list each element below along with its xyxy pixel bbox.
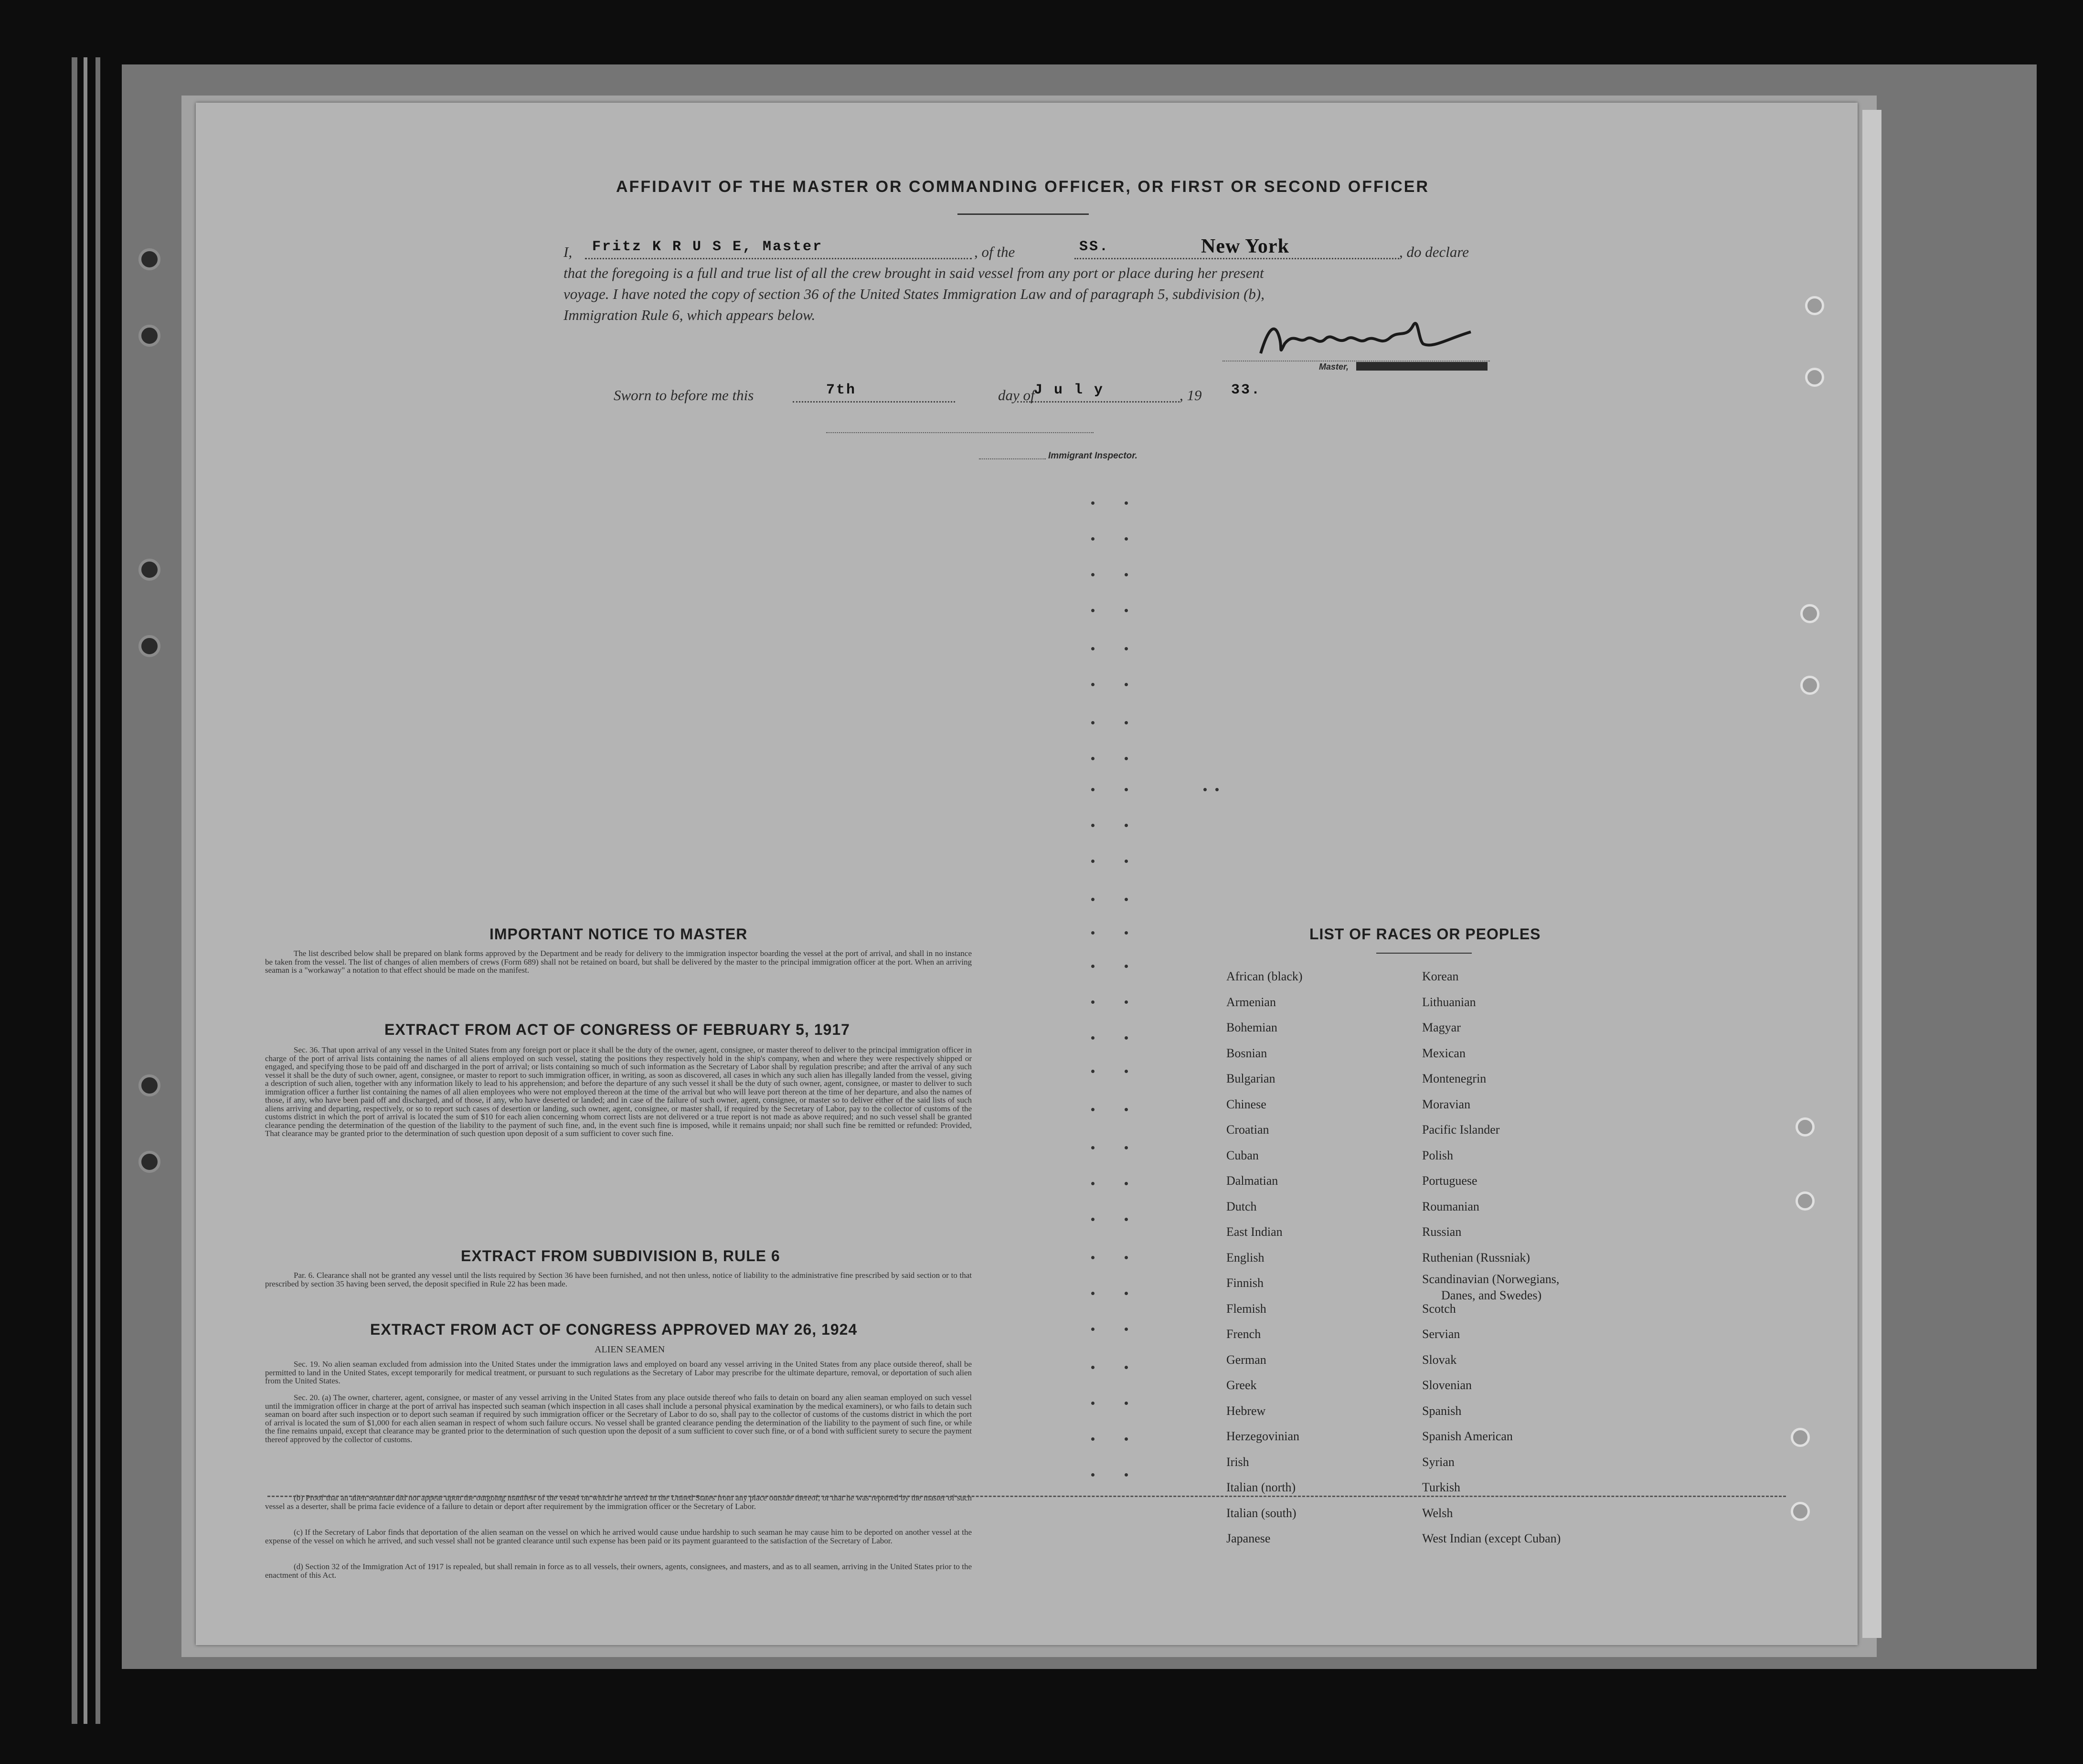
declaration-line-1 bbox=[563, 244, 572, 261]
races-title-underline bbox=[1376, 953, 1472, 954]
tab-mark bbox=[1091, 1402, 1095, 1405]
binder-hole bbox=[138, 325, 160, 347]
of-the-label: , of the bbox=[974, 244, 1015, 260]
tab-mark bbox=[1125, 824, 1128, 827]
tab-mark bbox=[1091, 931, 1095, 935]
race-item: West Indian (except Cuban) bbox=[1422, 1531, 1561, 1545]
inspector-label-line bbox=[979, 458, 1046, 459]
tab-mark bbox=[1125, 1036, 1128, 1040]
month-dotted-line bbox=[1017, 401, 1180, 403]
ship-prefix-typed: SS. bbox=[1079, 239, 1110, 255]
race-item: Bulgarian bbox=[1226, 1072, 1275, 1085]
race-item: Armenian bbox=[1226, 995, 1276, 1009]
race-item: Polish bbox=[1422, 1148, 1454, 1162]
race-item: Welsh bbox=[1422, 1506, 1453, 1520]
notice-text: The list described below shall be prepared on blank forms approved by the Department and be ready for delivery to the immigration inspector boarding the vessel at the port of arrival, and shall in no instance be taken from the vessel. The list of changes of alien members of crews (Form 689) shall not be retained on board, but shall be delivered by the master to the principal immigration officer at the port. When an arriving seaman is a "workaway" a notation to that effect should be made on the manifest. bbox=[265, 949, 972, 975]
binder-edge-strip bbox=[96, 57, 100, 1724]
tab-mark bbox=[1125, 898, 1128, 901]
tab-mark bbox=[1125, 931, 1128, 935]
page-hole bbox=[1796, 1191, 1815, 1211]
tab-mark bbox=[1125, 573, 1128, 576]
rule6-text: Par. 6. Clearance shall not be granted any vessel until the lists required by Section 36 have been furnished, and not then unless, notice of liability to the administrative fine prescribed by said section or to that prescribed by section 35 having been served, the deposit specified in Rule 22 has been made. bbox=[265, 1271, 972, 1288]
affidavit-title: AFFIDAVIT OF THE MASTER OR COMMANDING OFFICER, OR FIRST OR SECOND OFFICER bbox=[616, 178, 1429, 196]
tab-mark bbox=[1091, 965, 1095, 968]
binder-hole bbox=[138, 1074, 160, 1096]
race-item: Bohemian bbox=[1226, 1020, 1277, 1034]
tab-mark bbox=[1125, 1000, 1128, 1004]
tab-mark bbox=[1125, 537, 1128, 541]
tab-mark bbox=[1125, 965, 1128, 968]
binder-edge-strip bbox=[84, 57, 87, 1724]
tab-mark bbox=[1125, 721, 1128, 724]
race-item: Bosnian bbox=[1226, 1046, 1267, 1060]
alien-seamen-subtitle: ALIEN SEAMEN bbox=[595, 1344, 665, 1355]
tab-mark bbox=[1125, 1328, 1128, 1331]
tab-mark bbox=[1125, 1256, 1128, 1259]
tab-mark bbox=[1203, 788, 1207, 791]
tab-mark bbox=[1125, 1182, 1128, 1185]
page-hole bbox=[1800, 604, 1819, 623]
race-item: Italian (north) bbox=[1226, 1480, 1296, 1494]
tab-mark bbox=[1091, 860, 1095, 863]
tab-mark bbox=[1091, 1146, 1095, 1149]
tab-mark bbox=[1125, 647, 1128, 650]
declaration-line-2: that the foregoing is a full and true list of all the crew brought in said vessel from any port or place during her present bbox=[563, 265, 1264, 281]
title-underline bbox=[957, 213, 1089, 215]
underlying-page bbox=[1862, 110, 1881, 1638]
sec19-text: Sec. 19. No alien seaman excluded from admission into the United States under the immigration laws and employed on board any vessel arriving in the United States from any place outside thereof, shall be permitted to land in the United States, except temporarily for medical treatment, or pursuant to such regulations as the Secretary of Labor may prescribe for the ultimate departure, removal, or deportation of such alien from the United States. bbox=[265, 1360, 972, 1385]
page-hole bbox=[1791, 1502, 1810, 1521]
tab-mark bbox=[1091, 1036, 1095, 1040]
page-hole bbox=[1796, 1117, 1815, 1137]
struck-officer-title bbox=[1356, 362, 1488, 371]
race-item: Russian bbox=[1422, 1225, 1462, 1239]
tab-mark bbox=[1091, 757, 1095, 760]
rule6-title: EXTRACT FROM SUBDIVISION B, RULE 6 bbox=[461, 1247, 780, 1265]
tab-mark bbox=[1091, 788, 1095, 791]
tab-mark bbox=[1125, 757, 1128, 760]
race-item: Slovenian bbox=[1422, 1378, 1472, 1392]
extract-1917-title: EXTRACT FROM ACT OF CONGRESS OF FEBRUARY 5, 1917 bbox=[384, 1021, 850, 1038]
sworn-day-typed: 7th bbox=[826, 382, 857, 398]
tab-mark bbox=[1125, 683, 1128, 686]
race-item: Finnish bbox=[1226, 1276, 1264, 1290]
race-item: Greek bbox=[1226, 1378, 1257, 1392]
race-item: Turkish bbox=[1422, 1480, 1460, 1494]
tab-mark bbox=[1125, 1366, 1128, 1369]
page-hole bbox=[1800, 676, 1819, 695]
tab-mark bbox=[1091, 824, 1095, 827]
tab-mark bbox=[1091, 721, 1095, 724]
tab-mark bbox=[1125, 1070, 1128, 1073]
binder-hole bbox=[138, 248, 160, 270]
tab-mark bbox=[1215, 788, 1219, 791]
race-item: Lithuanian bbox=[1422, 995, 1476, 1009]
tab-mark bbox=[1091, 1218, 1095, 1221]
race-item-continuation: Danes, and Swedes) bbox=[1441, 1288, 1542, 1302]
tab-mark bbox=[1091, 537, 1095, 541]
race-item: Italian (south) bbox=[1226, 1506, 1297, 1520]
extract-1917-text: Sec. 36. That upon arrival of any vessel in the United States from any foreign port or place it shall be the duty of the owner, agent, consignee, or master thereof to deliver to the principal immigration officer in charge of the port of arrival lists containing the names of all aliens employed on such vessel, stating the positions they respectively hold in the ship's company, when and where they were respectively shipped or engaged, and specifying those to be paid off and discharged in the port of arrival; or lists containing so much of such information as the Secretary of Labor shall by regulation prescribe; and after the arrival of any such vessel it shall be the duty of such owner, agent, consignee, or master to report to such immigration officer, in writing, as soon as discovered, all cases in which any such alien has illegally landed from the vessel, giving a description of such alien, together with any information likely to lead to his apprehension; and before the departure of any such vessel it shall be the duty of such owner, agent, consignee, or master to deliver to such immigration officer a further list containing the names of all alien employees who were not employed thereon at the time of the arrival but who will leave port thereon at the time of her departure, and also the names of those, if any, who have been paid off and discharged, and of those, if any, who have deserted or landed; and in case of the failure of such owner, agent, consignee, or master so to deliver either of the said lists of such aliens arriving and departing, respectively, or so to report such cases of desertion or landing, such owner, agent, consignee, or master shall, if required by the Secretary of Labor, pay to the collector of customs of the customs district in which the port of arrival is located the sum of $10 for each alien concerning whom correct lists are not delivered or a true report is not made as above required; and no such vessel shall be granted clearance pending the determination of the question of the liability to the payment of such fine, and, in the event such fine is imposed, while it remains unpaid; nor shall such fine be remitted or refunded: Provided, That clearance may be granted prior to the determination of such question upon deposit of a sum sufficient to cover such fine. bbox=[265, 1045, 972, 1138]
tab-mark bbox=[1091, 1473, 1095, 1477]
page-hole bbox=[1805, 296, 1824, 315]
page-hole bbox=[1791, 1428, 1810, 1447]
race-item: Chinese bbox=[1226, 1097, 1266, 1111]
tab-mark bbox=[1091, 1182, 1095, 1185]
race-item: Montenegrin bbox=[1422, 1072, 1487, 1085]
race-item: Ruthenian (Russniak) bbox=[1422, 1250, 1530, 1265]
tab-mark bbox=[1091, 683, 1095, 686]
tab-mark bbox=[1091, 1070, 1095, 1073]
tab-mark bbox=[1125, 501, 1128, 505]
race-item: East Indian bbox=[1226, 1225, 1283, 1239]
tab-mark bbox=[1125, 860, 1128, 863]
races-title: LIST OF RACES OR PEOPLES bbox=[1309, 925, 1541, 943]
day-dotted-line bbox=[793, 401, 955, 403]
notice-title: IMPORTANT NOTICE TO MASTER bbox=[489, 925, 748, 943]
tab-mark bbox=[1091, 898, 1095, 901]
race-item: French bbox=[1226, 1327, 1261, 1341]
race-item: Scandinavian (Norwegians, bbox=[1422, 1272, 1560, 1286]
tab-mark bbox=[1125, 1108, 1128, 1111]
day-of-label: day of bbox=[998, 387, 1035, 404]
race-item: Spanish bbox=[1422, 1403, 1462, 1418]
ship-dotted-line bbox=[1074, 258, 1399, 259]
tab-mark bbox=[1091, 1000, 1095, 1004]
sec20a-text: Sec. 20. (a) The owner, charterer, agent, consignee, or master of any vessel arriving in the United States from any place outside thereof who fails to detain on board any alien seaman employed on such vessel until the immigration officer in charge at the port of arrival has inspected such seaman (which inspection in all cases shall include a personal physical examination by the medical examiners), or who fails to detain such seaman on board after such inspection or to deport such seaman if required by such immigration officer or the Secretary of Labor to do so, shall pay to the collector of customs of the customs district in which the port of arrival is located the sum of $1,000 for each alien seaman in respect of whom such failure occurs. No vessel shall be granted clearance pending the determination of the liability to the payment of such fine, or while the fine remains unpaid, except that clearance may be granted prior to the determination of such question upon the deposit of a sum sufficient to cover such fine, or of a bond with sufficient surety to secure the payment thereof approved by the collector of customs. bbox=[265, 1393, 972, 1444]
race-item: English bbox=[1226, 1250, 1265, 1265]
tab-mark bbox=[1125, 1473, 1128, 1477]
sec20d-text: (d) Section 32 of the Immigration Act of 1917 is repealed, but shall remain in force as to all vessels, their owners, agents, consignees, and masters, and as to all seamen, arriving in the United States prior to the enactment of this Act. bbox=[265, 1562, 972, 1580]
tab-mark bbox=[1091, 1256, 1095, 1259]
tab-mark bbox=[1091, 1328, 1095, 1331]
tab-mark bbox=[1091, 501, 1095, 505]
binder-hole bbox=[138, 1151, 160, 1173]
binder-hole bbox=[138, 635, 160, 657]
tab-mark bbox=[1091, 1292, 1095, 1295]
race-item: Korean bbox=[1422, 969, 1459, 983]
year-suffix-typed: 33. bbox=[1231, 382, 1262, 398]
race-item: Irish bbox=[1226, 1455, 1249, 1469]
tab-mark bbox=[1091, 1108, 1095, 1111]
extract-1924-title: EXTRACT FROM ACT OF CONGRESS APPROVED MAY 26, 1924 bbox=[370, 1321, 858, 1338]
race-item: Portuguese bbox=[1422, 1174, 1477, 1188]
race-item: Spanish American bbox=[1422, 1429, 1513, 1443]
race-item: Magyar bbox=[1422, 1020, 1461, 1034]
name-dotted-line bbox=[585, 258, 972, 259]
tab-mark bbox=[1125, 1402, 1128, 1405]
year-prefix: , 19 bbox=[1180, 387, 1202, 404]
master-title-label: Master, bbox=[1319, 362, 1349, 372]
race-item: Dutch bbox=[1226, 1199, 1257, 1213]
race-item: Dalmatian bbox=[1226, 1174, 1278, 1188]
inspector-label: Immigrant Inspector. bbox=[1048, 451, 1137, 461]
sec20b-text: (b) Proof that an alien seaman did not appear upon the outgoing manifest of the vessel on which he arrived in the United States from any place outside thereof, or that he was reported by the master of such vessel as a deserter, shall be prima facie evidence of a failure to detain or deport after requirement by the immigration officer or the Secretary of Labor. bbox=[265, 1493, 972, 1511]
race-item: Flemish bbox=[1226, 1301, 1266, 1316]
fold-line bbox=[267, 1496, 1786, 1497]
tab-mark bbox=[1091, 1437, 1095, 1441]
race-item: Japanese bbox=[1226, 1531, 1271, 1545]
race-item: Herzegovinian bbox=[1226, 1429, 1300, 1443]
i-label: I, bbox=[563, 244, 573, 260]
binder-hole bbox=[138, 559, 160, 581]
tab-mark bbox=[1125, 609, 1128, 612]
tab-mark bbox=[1125, 1292, 1128, 1295]
race-item: Pacific Islander bbox=[1422, 1123, 1500, 1137]
race-item: German bbox=[1226, 1352, 1266, 1367]
race-item: Cuban bbox=[1226, 1148, 1259, 1162]
page-hole bbox=[1805, 368, 1824, 387]
race-item: Moravian bbox=[1422, 1097, 1471, 1111]
inspector-signature-line bbox=[826, 432, 1094, 433]
tab-mark bbox=[1091, 609, 1095, 612]
do-declare-label: , do declare bbox=[1399, 244, 1469, 260]
declaration-line-4: Immigration Rule 6, which appears below. bbox=[563, 307, 816, 323]
master-signature bbox=[1222, 310, 1490, 363]
sworn-month-typed: J u l y bbox=[1034, 382, 1105, 398]
tab-mark bbox=[1125, 788, 1128, 791]
declaration-line-3: voyage. I have noted the copy of section 36 of the United States Immigration Law and of paragraph 5, subdivision (b), bbox=[563, 286, 1265, 302]
ship-name: New York bbox=[1201, 235, 1289, 257]
tab-mark bbox=[1125, 1218, 1128, 1221]
tab-mark bbox=[1091, 647, 1095, 650]
race-item: Syrian bbox=[1422, 1455, 1455, 1469]
race-item: Mexican bbox=[1422, 1046, 1466, 1060]
master-name-typed: Fritz K R U S E, Master bbox=[592, 239, 823, 255]
tab-mark bbox=[1091, 1366, 1095, 1369]
race-item: Croatian bbox=[1226, 1123, 1269, 1137]
race-item: Hebrew bbox=[1226, 1403, 1266, 1418]
tab-mark bbox=[1125, 1437, 1128, 1441]
sworn-label: Sworn to before me this bbox=[614, 387, 754, 404]
race-item: Servian bbox=[1422, 1327, 1460, 1341]
tab-mark bbox=[1125, 1146, 1128, 1149]
sec20c-text: (c) If the Secretary of Labor finds that deportation of the alien seaman on the vessel on which he arrived would cause undue hardship to such seaman he may cause him to be deported on another vessel at the expense of the vessel on which he arrived, and such vessel shall not be granted clearance until such expense has been paid or its payment guaranteed to the satisfaction of the Secretary of Labor. bbox=[265, 1528, 972, 1545]
tab-mark bbox=[1091, 573, 1095, 576]
race-item: Scotch bbox=[1422, 1301, 1456, 1316]
race-item: Roumanian bbox=[1422, 1199, 1479, 1213]
race-item: Slovak bbox=[1422, 1352, 1457, 1367]
race-item: African (black) bbox=[1226, 969, 1303, 983]
binder-edge-strip bbox=[72, 57, 77, 1724]
